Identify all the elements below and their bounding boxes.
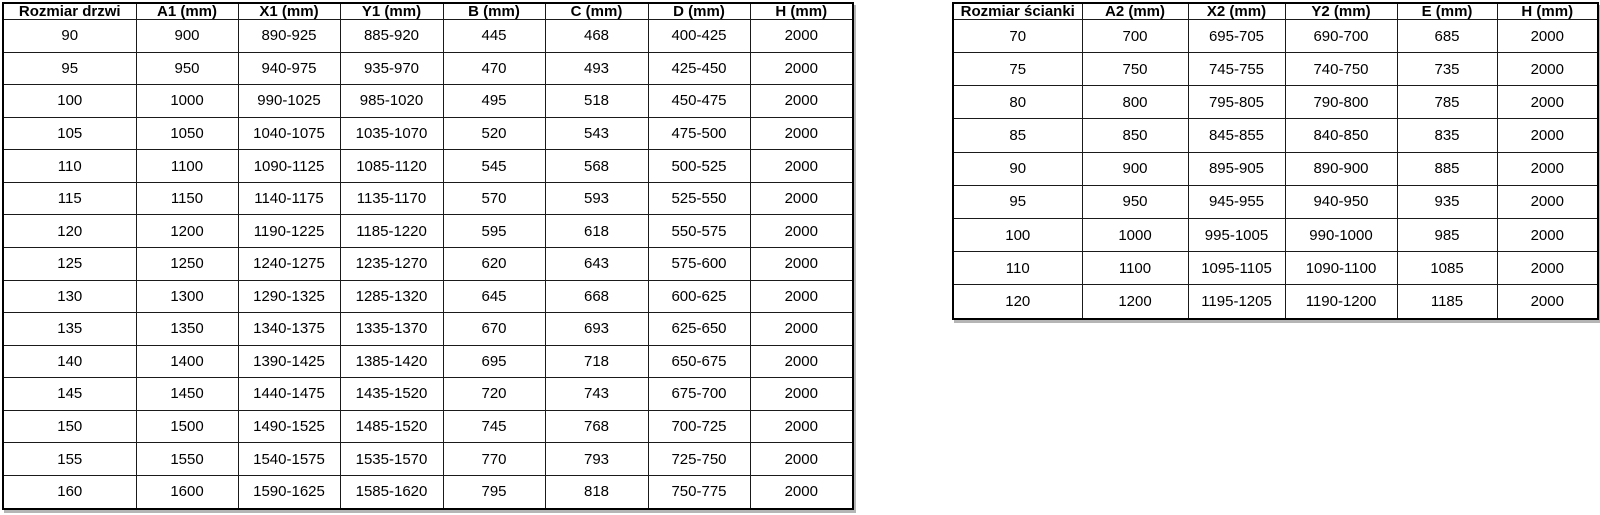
table-cell: 935-970 (340, 52, 443, 85)
table-cell: 1340-1375 (238, 313, 340, 346)
table-cell: 1200 (136, 215, 238, 248)
table-cell: 940-975 (238, 52, 340, 85)
table-cell: 70 (953, 20, 1082, 53)
table-cell: 95 (3, 52, 136, 85)
table-cell: 793 (545, 443, 648, 476)
table-cell: 1040-1075 (238, 117, 340, 150)
table-cell: 1335-1370 (340, 313, 443, 346)
table-cell: 445 (443, 20, 545, 53)
table-cell: 145 (3, 378, 136, 411)
table-cell: 1185 (1397, 285, 1497, 319)
table-row (3, 215, 853, 248)
table-cell: 2000 (750, 20, 853, 53)
table-cell: 735 (1397, 53, 1497, 86)
table-cell: 995-1005 (1188, 218, 1285, 251)
table-row (953, 53, 1598, 86)
table-cell: 160 (3, 475, 136, 509)
column-header: X1 (mm) (238, 3, 340, 20)
table-cell: 2000 (750, 215, 853, 248)
table-cell: 475-500 (648, 117, 750, 150)
table-row (3, 313, 853, 346)
table-cell: 110 (953, 252, 1082, 285)
table-cell: 1590-1625 (238, 475, 340, 509)
table-cell: 1600 (136, 475, 238, 509)
table-cell: 1450 (136, 378, 238, 411)
column-header: Y2 (mm) (1285, 3, 1397, 20)
table-cell: 595 (443, 215, 545, 248)
table-cell: 740-750 (1285, 53, 1397, 86)
table-cell: 2000 (1497, 285, 1598, 319)
table-cell: 518 (545, 85, 648, 118)
table-cell: 450-475 (648, 85, 750, 118)
table-row (953, 185, 1598, 218)
column-header: Y1 (mm) (340, 3, 443, 20)
table-cell: 2000 (750, 247, 853, 280)
table-cell: 1200 (1082, 285, 1188, 319)
table-cell: 2000 (1497, 86, 1598, 119)
table-cell: 593 (545, 182, 648, 215)
table-row (3, 150, 853, 183)
table-cell: 425-450 (648, 52, 750, 85)
table-cell: 1285-1320 (340, 280, 443, 313)
table-cell: 95 (953, 185, 1082, 218)
table-cell: 750 (1082, 53, 1188, 86)
table-row (953, 86, 1598, 119)
table-cell: 120 (3, 215, 136, 248)
table-cell: 743 (545, 378, 648, 411)
table-header-row (953, 3, 1598, 20)
table-cell: 568 (545, 150, 648, 183)
table-cell: 2000 (750, 410, 853, 443)
table-cell: 795 (443, 475, 545, 509)
table-cell: 620 (443, 247, 545, 280)
table-cell: 120 (953, 285, 1082, 319)
table-row (953, 285, 1598, 319)
table-cell: 725-750 (648, 443, 750, 476)
table-cell: 745 (443, 410, 545, 443)
table-cell: 795-805 (1188, 86, 1285, 119)
table-row (3, 378, 853, 411)
table-cell: 135 (3, 313, 136, 346)
table-cell: 570 (443, 182, 545, 215)
table-cell: 155 (3, 443, 136, 476)
column-header: D (mm) (648, 3, 750, 20)
table-cell: 2000 (1497, 20, 1598, 53)
table-cell: 1585-1620 (340, 475, 443, 509)
table-cell: 985-1020 (340, 85, 443, 118)
table-cell: 690-700 (1285, 20, 1397, 53)
table-cell: 1150 (136, 182, 238, 215)
table-cell: 1540-1575 (238, 443, 340, 476)
table-cell: 140 (3, 345, 136, 378)
table-cell: 850 (1082, 119, 1188, 152)
table-cell: 890-900 (1285, 152, 1397, 185)
table-cell: 840-850 (1285, 119, 1397, 152)
table-cell: 2000 (750, 345, 853, 378)
table-cell: 790-800 (1285, 86, 1397, 119)
table-cell: 1090-1125 (238, 150, 340, 183)
table-cell: 900 (136, 20, 238, 53)
table-cell: 1000 (136, 85, 238, 118)
table-cell: 2000 (750, 182, 853, 215)
table-cell: 990-1000 (1285, 218, 1397, 251)
table-cell: 1350 (136, 313, 238, 346)
table-cell: 675-700 (648, 378, 750, 411)
table-cell: 668 (545, 280, 648, 313)
table-cell: 545 (443, 150, 545, 183)
table-row (3, 345, 853, 378)
table-cell: 745-755 (1188, 53, 1285, 86)
column-header: A1 (mm) (136, 3, 238, 20)
table-cell: 1000 (1082, 218, 1188, 251)
table-cell: 80 (953, 86, 1082, 119)
table-cell: 75 (953, 53, 1082, 86)
table-cell: 125 (3, 247, 136, 280)
table-cell: 645 (443, 280, 545, 313)
table-cell: 800 (1082, 86, 1188, 119)
table-cell: 1440-1475 (238, 378, 340, 411)
table-cell: 550-575 (648, 215, 750, 248)
table-cell: 1135-1170 (340, 182, 443, 215)
column-header: A2 (mm) (1082, 3, 1188, 20)
table-cell: 845-855 (1188, 119, 1285, 152)
table-cell: 650-675 (648, 345, 750, 378)
table-cell: 950 (1082, 185, 1188, 218)
table-cell: 85 (953, 119, 1082, 152)
column-header: C (mm) (545, 3, 648, 20)
table-cell: 1100 (1082, 252, 1188, 285)
table-cell: 1095-1105 (1188, 252, 1285, 285)
table-cell: 525-550 (648, 182, 750, 215)
table-row (3, 280, 853, 313)
table-row (3, 20, 853, 53)
table-cell: 2000 (750, 52, 853, 85)
table-row (3, 182, 853, 215)
table-cell: 100 (953, 218, 1082, 251)
table-cell: 720 (443, 378, 545, 411)
table-cell: 1140-1175 (238, 182, 340, 215)
table-cell: 2000 (1497, 252, 1598, 285)
table-cell: 500-525 (648, 150, 750, 183)
table-cell: 1090-1100 (1285, 252, 1397, 285)
table-cell: 1490-1525 (238, 410, 340, 443)
table-row (3, 443, 853, 476)
table-cell: 1435-1520 (340, 378, 443, 411)
table-cell: 685 (1397, 20, 1497, 53)
table-cell: 110 (3, 150, 136, 183)
table-cell: 2000 (750, 117, 853, 150)
table-row (953, 252, 1598, 285)
table-row (953, 119, 1598, 152)
table-cell: 1290-1325 (238, 280, 340, 313)
table-cell: 90 (953, 152, 1082, 185)
table-cell: 1500 (136, 410, 238, 443)
table-cell: 940-950 (1285, 185, 1397, 218)
table-cell: 768 (545, 410, 648, 443)
table-cell: 885-920 (340, 20, 443, 53)
table-cell: 700-725 (648, 410, 750, 443)
table-row (3, 52, 853, 85)
table-cell: 2000 (750, 150, 853, 183)
table-cell: 495 (443, 85, 545, 118)
table-cell: 2000 (1497, 119, 1598, 152)
table-cell: 835 (1397, 119, 1497, 152)
column-header: X2 (mm) (1188, 3, 1285, 20)
table-cell: 990-1025 (238, 85, 340, 118)
table-row (3, 247, 853, 280)
table-cell: 885 (1397, 152, 1497, 185)
table-cell: 105 (3, 117, 136, 150)
table-cell: 2000 (1497, 218, 1598, 251)
table-cell: 150 (3, 410, 136, 443)
table-cell: 935 (1397, 185, 1497, 218)
table-cell: 1390-1425 (238, 345, 340, 378)
table-cell: 2000 (750, 280, 853, 313)
table-cell: 2000 (1497, 53, 1598, 86)
table-cell: 400-425 (648, 20, 750, 53)
table-cell: 543 (545, 117, 648, 150)
table-cell: 2000 (750, 378, 853, 411)
table-cell: 1035-1070 (340, 117, 443, 150)
table-cell: 695 (443, 345, 545, 378)
table-cell: 900 (1082, 152, 1188, 185)
table-cell: 750-775 (648, 475, 750, 509)
table-cell: 1385-1420 (340, 345, 443, 378)
table-cell: 520 (443, 117, 545, 150)
column-header: B (mm) (443, 3, 545, 20)
table-cell: 1195-1205 (1188, 285, 1285, 319)
table-cell: 1235-1270 (340, 247, 443, 280)
table-cell: 1400 (136, 345, 238, 378)
table-cell: 575-600 (648, 247, 750, 280)
table-row (953, 152, 1598, 185)
table-cell: 618 (545, 215, 648, 248)
table-cell: 1100 (136, 150, 238, 183)
table-cell: 670 (443, 313, 545, 346)
table-cell: 600-625 (648, 280, 750, 313)
table-row (3, 85, 853, 118)
table-cell: 1300 (136, 280, 238, 313)
table-cell: 2000 (1497, 185, 1598, 218)
column-header: Rozmiar ścianki (953, 3, 1082, 20)
table-cell: 1190-1225 (238, 215, 340, 248)
table-cell: 718 (545, 345, 648, 378)
table-cell: 950 (136, 52, 238, 85)
table-cell: 818 (545, 475, 648, 509)
table-row (953, 218, 1598, 251)
table-cell: 130 (3, 280, 136, 313)
column-header: E (mm) (1397, 3, 1497, 20)
table-cell: 770 (443, 443, 545, 476)
table-cell: 468 (545, 20, 648, 53)
table-cell: 785 (1397, 86, 1497, 119)
table-cell: 945-955 (1188, 185, 1285, 218)
table-cell: 1190-1200 (1285, 285, 1397, 319)
column-header: H (mm) (750, 3, 853, 20)
table-cell: 1085 (1397, 252, 1497, 285)
table-cell: 2000 (1497, 152, 1598, 185)
column-header: H (mm) (1497, 3, 1598, 20)
table-cell: 1485-1520 (340, 410, 443, 443)
table-cell: 1550 (136, 443, 238, 476)
table-cell: 115 (3, 182, 136, 215)
table-cell: 625-650 (648, 313, 750, 346)
table-cell: 1535-1570 (340, 443, 443, 476)
table-cell: 1085-1120 (340, 150, 443, 183)
table-cell: 1050 (136, 117, 238, 150)
table-cell: 985 (1397, 218, 1497, 251)
table-row (3, 475, 853, 509)
table-cell: 2000 (750, 313, 853, 346)
table-cell: 2000 (750, 475, 853, 509)
table-cell: 700 (1082, 20, 1188, 53)
table-cell: 895-905 (1188, 152, 1285, 185)
table-cell: 90 (3, 20, 136, 53)
table-cell: 2000 (750, 85, 853, 118)
column-header: Rozmiar drzwi (3, 3, 136, 20)
table-cell: 493 (545, 52, 648, 85)
table-cell: 100 (3, 85, 136, 118)
table-cell: 2000 (750, 443, 853, 476)
table-cell: 1185-1220 (340, 215, 443, 248)
table-cell: 890-925 (238, 20, 340, 53)
table-header-row (3, 3, 853, 20)
table-cell: 693 (545, 313, 648, 346)
table-cell: 643 (545, 247, 648, 280)
table-cell: 470 (443, 52, 545, 85)
table-cell: 1240-1275 (238, 247, 340, 280)
table-row (3, 117, 853, 150)
table-row (3, 410, 853, 443)
wall-dimensions-table (952, 2, 1599, 320)
table-row (953, 20, 1598, 53)
table-cell: 1250 (136, 247, 238, 280)
table-cell: 695-705 (1188, 20, 1285, 53)
door-dimensions-table (2, 2, 854, 510)
